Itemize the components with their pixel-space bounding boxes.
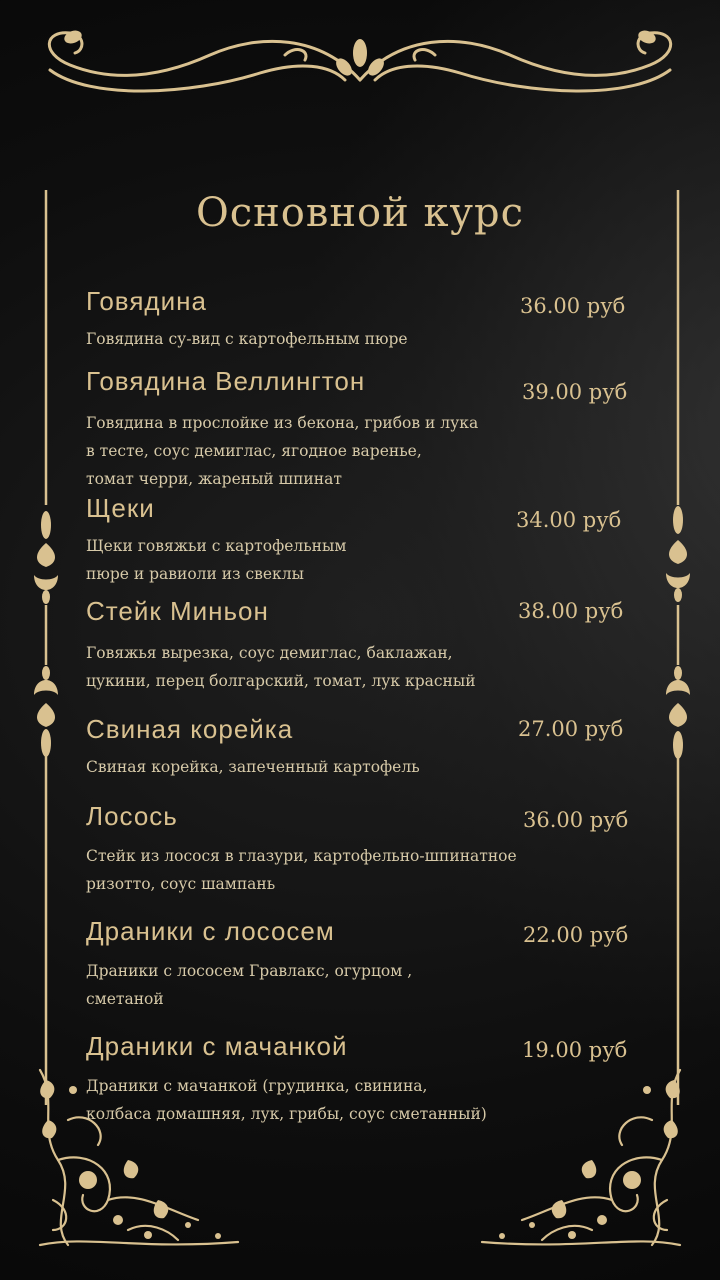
dish-name: Лосось xyxy=(86,801,178,831)
dish-description: Говяжья вырезка, соус демиглас, баклажан, цукини, перец болгарский, томат, лук красный xyxy=(86,644,476,690)
dish-item xyxy=(86,286,646,353)
dish-description: Свиная корейка, запеченный картофель xyxy=(86,758,420,776)
dish-item xyxy=(86,366,646,493)
dish-name: Стейк Миньон xyxy=(86,596,269,626)
dish-price: 38.00 руб xyxy=(518,599,624,623)
dish-item xyxy=(86,714,646,781)
dish-description: Говядина в прослойке из бекона, грибов и лука в тесте, соус демиглас, ягодное варенье, томат черри, жареный шпинат xyxy=(86,414,479,488)
dish-name: Говядина xyxy=(86,286,207,316)
top-flourish-ornament xyxy=(30,25,690,115)
dish-price: 19.00 руб xyxy=(522,1038,628,1062)
dish-item xyxy=(86,916,646,1013)
dish-description: Драники с мачанкой (грудинка, свинина, колбаса домашняя, лук, грибы, соус сметанный) xyxy=(86,1077,487,1123)
dish-description: Щеки говяжьи с картофельным пюре и равиоли из свеклы xyxy=(86,537,347,583)
dish-name: Щеки xyxy=(86,493,155,523)
dish-price: 36.00 руб xyxy=(523,808,629,832)
dish-name: Драники с мачанкой xyxy=(86,1031,348,1061)
dish-item xyxy=(86,493,646,588)
left-border-ornament xyxy=(28,185,68,1115)
dish-name: Свиная корейка xyxy=(86,714,294,744)
dish-description: Стейк из лосося в глазури, картофельно-шпинатное ризотто, соус шампань xyxy=(86,847,517,893)
dish-price: 39.00 руб xyxy=(522,380,628,404)
dish-name: Говядина Веллингтон xyxy=(86,366,366,396)
menu-title: Основной курс xyxy=(195,190,525,236)
dish-price: 36.00 руб xyxy=(520,294,626,318)
right-border-ornament xyxy=(658,185,698,1115)
dish-price: 27.00 руб xyxy=(518,717,624,741)
dish-name: Драники с лососем xyxy=(86,916,335,946)
dish-description: Говядина су-вид с картофельным пюре xyxy=(86,330,408,348)
dish-item xyxy=(86,596,646,695)
dish-price: 22.00 руб xyxy=(523,923,629,947)
dish-item xyxy=(86,801,646,898)
dish-price: 34.00 руб xyxy=(516,508,622,532)
dish-item xyxy=(86,1031,646,1128)
dish-description: Драники с лососем Гравлакс, огурцом , сметаной xyxy=(86,962,413,1008)
